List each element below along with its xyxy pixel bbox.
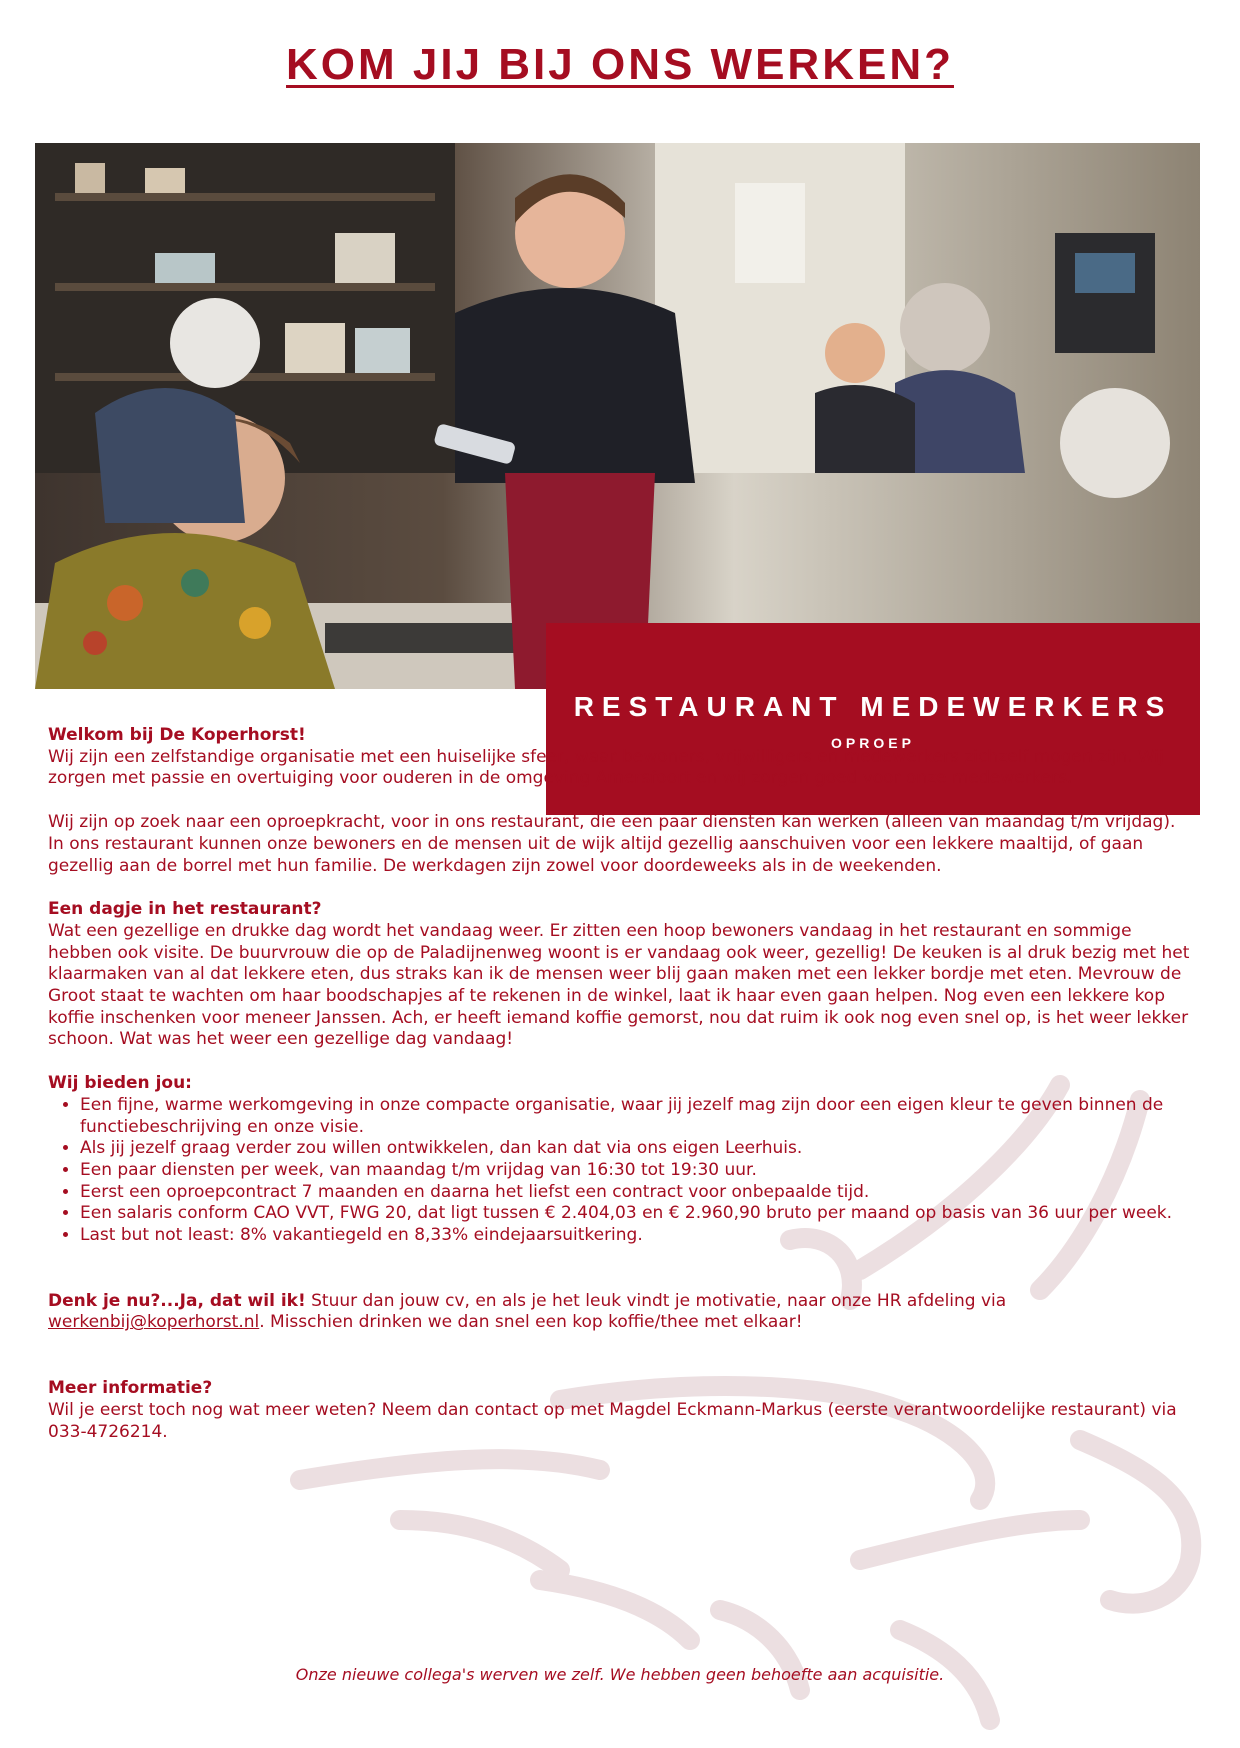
search-text: Wij zijn op zoek naar een oproepkracht, voor in ons restaurant, die een paar diensten kan werken (alleen van maandag t/m vrijdag). In ons restaurant kunnen onze bewoners en de mensen uit de wijk altijd gezellig aanschuiven voor een lekkere maaltijd, of gaan gezellig aan de borrel met hun familie. De werkdagen zijn zowel voor doordeweeks als in de weekenden. (48, 812, 1176, 876)
apply-lead: Denk je nu?...Ja, dat wil ik! (48, 1290, 306, 1311)
restaurant-photo (35, 143, 1200, 689)
banner-subtitle: OPROEP (831, 735, 915, 751)
vacancy-body (48, 725, 1193, 1465)
info-text: Wil je eerst toch nog wat meer weten? Neem dan contact op met Magdel Eckmann-Markus (eerste verantwoordelijke restaurant) via 033-4726214. (48, 1399, 1177, 1442)
welcome-section (48, 725, 1193, 790)
list-item: • Een paar diensten per week, van maandag t/m vrijdag van 16:30 tot 19:30 uur. (80, 1160, 1193, 1182)
list-item: • Als jij jezelf graag verder zou willen ontwikkelen, dan kan dat via ons eigen Leerhuis. (80, 1138, 1193, 1160)
day-text: Wat een gezellige en drukke dag wordt het vandaag weer. Er zitten een hoop bewoners vandaag in het restaurant en sommige hebben ook visite. De buurvrouw die op de Paladijnenweg woont is er vandaag ook weer, gezellig! De keuken is al druk bezig met het klaarmaken van al dat lekkere eten, dus straks kan ik de mensen weer blij gaan maken met een lekker bordje met eten. Mevrouw de Groot staat te wachten om haar boodschapjes af te rekenen in de winkel, laat ik haar even gaan helpen. Nog even een lekkere kop koffie inschenken voor meneer Janssen. Ach, er heeft iemand koffie gemorst, nou dat ruim ik ook nog even snel op, is het weer lekker schoon. Wat was het weer een gezellige dag vandaag! (48, 920, 1190, 1050)
day-section (48, 899, 1193, 1051)
day-heading: Een dagje in het restaurant? (48, 899, 322, 920)
info-heading: Meer informatie? (48, 1378, 213, 1399)
offer-section (48, 1073, 1193, 1247)
offer-heading: Wij bieden jou: (48, 1073, 192, 1094)
apply-text-end: . Misschien drinken we dan snel een kop koffie/thee met elkaar! (259, 1312, 803, 1333)
search-section (48, 812, 1193, 877)
page-title: KOM JIJ BIJ ONS WERKEN? (286, 40, 954, 89)
list-item: • Een salaris conform CAO VVT, FWG 20, dat ligt tussen € 2.404,03 en € 2.960,90 bruto per maand op basis van 36 uur per week. (80, 1203, 1193, 1225)
apply-text: Stuur dan jouw cv, en als je het leuk vindt je motivatie, naar onze HR afdeling via (305, 1290, 1007, 1311)
offer-list (48, 1095, 1193, 1247)
list-item: • Last but not least: 8% vakantiegeld en 8,33% eindejaarsuitkering. (80, 1225, 1193, 1247)
welcome-text: Wij zijn een zelfstandige organisatie met een huiselijke sfeer, waar bewoners, vrijwilligers en medewerkers zichzelf mogen zijn. Wij zorgen met passie en overtuiging voor ouderen in de omgeving Amersfoort en wij zorgen goed voor onze medewerkers. (48, 746, 1164, 789)
banner-title: RESTAURANT MEDEWERKERS (573, 691, 1173, 722)
list-item: • Een fijne, warme werkomgeving in onze compacte organisatie, waar jij jezelf mag zijn door een eigen kleur te geven binnen de functiebeschrijving en onze visie. (80, 1095, 1193, 1138)
email-link[interactable]: werkenbij@koperhorst.nl (48, 1312, 260, 1333)
footer-note: Onze nieuwe collega's werven we zelf. We hebben geen behoefte aan acquisitie. (295, 1665, 945, 1684)
list-item: • Eerst een oproepcontract 7 maanden en daarna het liefst een contract voor onbepaalde tijd. (80, 1182, 1193, 1204)
apply-section (48, 1291, 1193, 1334)
info-section (48, 1378, 1193, 1443)
welcome-heading: Welkom bij De Koperhorst! (48, 725, 306, 745)
